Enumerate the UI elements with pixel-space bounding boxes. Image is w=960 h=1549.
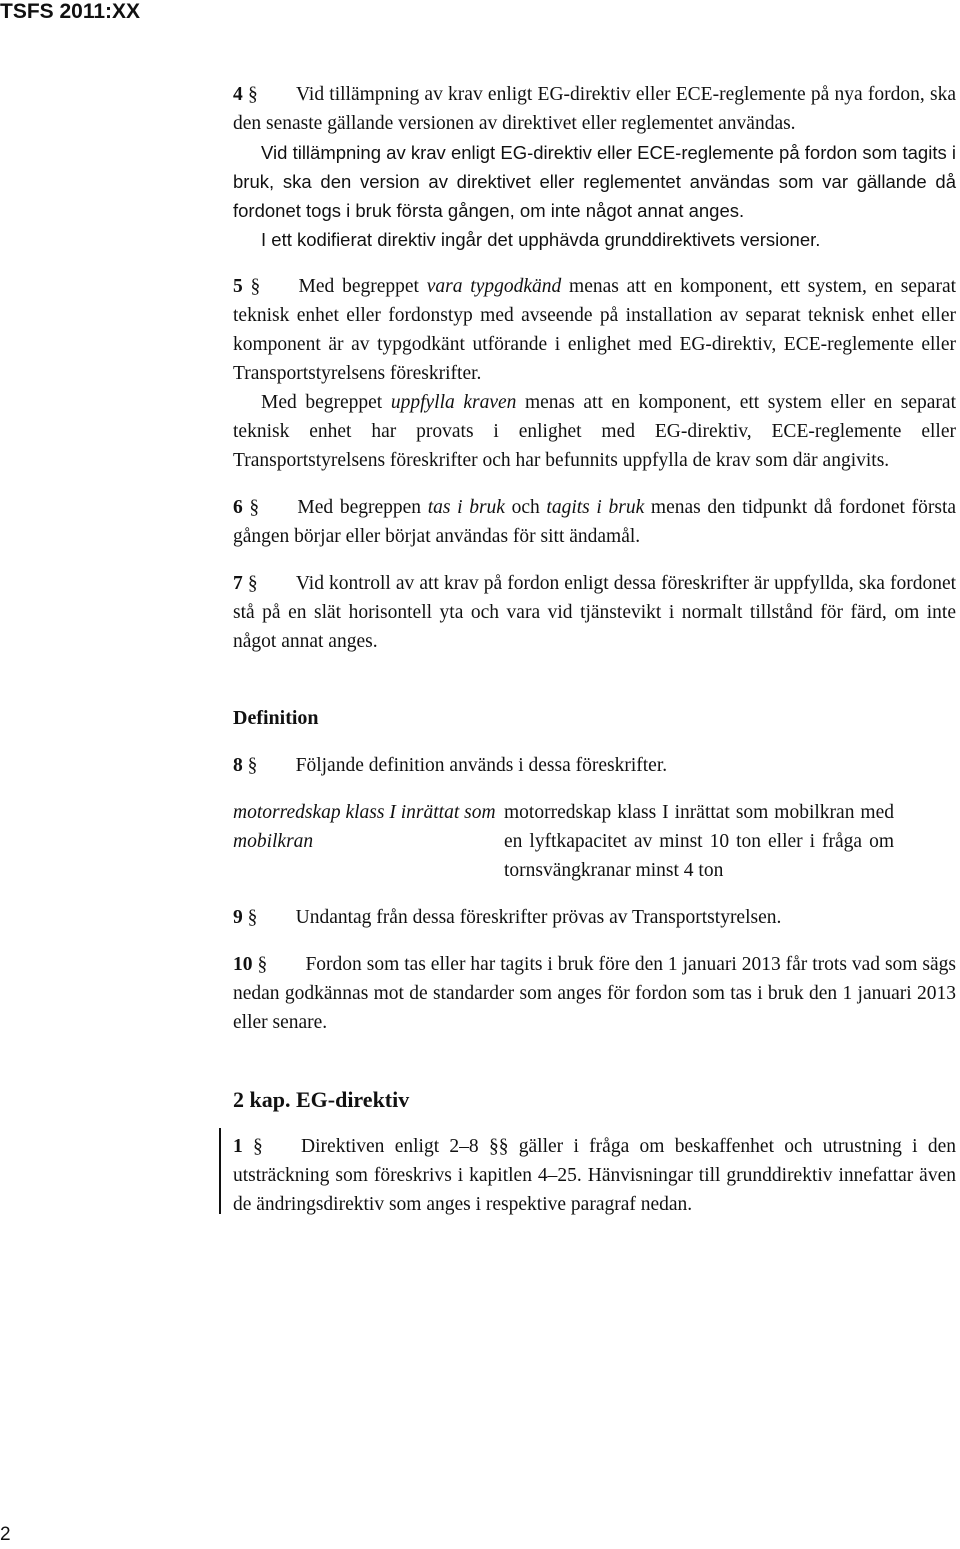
document-header: TSFS 2011:XX: [0, 0, 141, 23]
section-text: Undantag från dessa föreskrifter prövas av Transportstyrelsen.: [295, 907, 782, 928]
section-text: Med begreppen: [297, 497, 428, 518]
section-10: [233, 950, 956, 1037]
section-number: 1: [233, 1136, 243, 1157]
definition-term: motorredskap klass I inrättat som mobilkran: [233, 802, 496, 852]
section-symbol: §: [249, 497, 260, 518]
section-number: 7: [233, 573, 243, 594]
section-9: [233, 903, 956, 932]
change-bar: [219, 1128, 221, 1214]
section-text: Med begreppet: [298, 276, 427, 297]
section-text: Följande definition används i dessa föreskrifter.: [295, 755, 668, 776]
section-number: 6: [233, 497, 243, 518]
section-number: 9: [233, 907, 243, 928]
section-symbol: §: [247, 755, 258, 776]
definition-row: [233, 798, 956, 885]
chapter-heading: 2 kap. EG-direktiv: [233, 1087, 410, 1112]
section-6: [233, 493, 956, 551]
section-text: menas att en komponent, ett system eller en separat teknisk enhet har provats i enlighet med EG-direktiv, ECE-reglemente eller Transportstyrelsens föreskrifter och har befunnits uppfylla de krav som där angivits.: [233, 392, 957, 471]
defined-term: vara typgodkänd: [426, 276, 562, 297]
section-4-paragraph-1: [233, 80, 956, 138]
defined-term: tagits i bruk: [546, 497, 645, 518]
definition-heading: Definition: [233, 707, 319, 729]
section-text: Vid kontroll av att krav på fordon enligt dessa föreskrifter är uppfyllda, ska fordonet stå på en slät horisontell yta och vara vid tjänstevikt i normalt tillstånd för färd, om inte något annat anges.: [233, 573, 957, 652]
section-text: Direktiven enligt 2–8 §§ gäller i fråga om beskaffenhet och utrustning i den utsträckning som föreskrivs i kapitlen 4–25. Hänvisningar till grunddirektiv innefattar även de ändringsdirektiv som anges i respektive paragraf nedan.: [233, 1136, 956, 1215]
section-4-paragraph-3: I ett kodifierat direktiv ingår det upphävda grunddirektivets versioner.: [261, 229, 821, 250]
definition-description: motorredskap klass I inrättat som mobilkran med en lyftkapacitet av minst 10 ton eller i fråga om tornsvängkranar minst 4 ton: [504, 802, 894, 881]
page-number: 2: [0, 1524, 11, 1545]
section-4-paragraph-2: Vid tillämpning av krav enligt EG-direktiv eller ECE-reglemente på fordon som tagits i bruk, ska den version av direktivet eller reglementet användas som var gällande då fordonet togs i bruk första gången, om inte något annat anges.: [233, 142, 956, 221]
chapter-2-section-1: [233, 1132, 956, 1219]
section-symbol: §: [250, 276, 261, 297]
section-5-paragraph-1: [233, 272, 956, 388]
section-text: och: [504, 497, 547, 518]
defined-term: tas i bruk: [427, 497, 505, 518]
section-text: Vid tillämpning av krav enligt EG-direktiv eller ECE-reglemente på nya fordon, ska den senaste gällande versionen av direktivet eller reglementet användas.: [233, 84, 957, 134]
section-text: menas den tidpunkt då fordonet första gången börjar eller börjat användas för sitt ändamål.: [233, 497, 957, 547]
section-text: Fordon som tas eller har tagits i bruk före den 1 januari 2013 får trots vad som sägs nedan godkännas mot de standarder som anges för fordon som tas i bruk den 1 januari 2013 eller senare.: [233, 954, 956, 1033]
document-body: [233, 80, 956, 1219]
section-symbol: §: [253, 1136, 263, 1157]
section-number: 4: [233, 84, 243, 105]
defined-term: uppfylla kraven: [390, 392, 517, 413]
section-symbol: §: [247, 573, 258, 594]
section-number: 10: [233, 954, 253, 975]
section-text: menas att en komponent, ett system, en separat teknisk enhet eller fordonstyp med avseende på installation av separat teknisk enhet eller komponent är av typgodkänt utförande i enlighet med EG-direktiv, ECE-reglemente eller Transportstyrelsens föreskrifter.: [233, 276, 957, 384]
section-symbol: §: [247, 907, 258, 928]
section-8: [233, 751, 956, 780]
section-7: [233, 569, 956, 656]
section-5-paragraph-2: [233, 388, 956, 475]
section-number: 8: [233, 755, 243, 776]
section-symbol: §: [257, 954, 268, 975]
section-number: 5: [233, 276, 243, 297]
section-symbol: §: [247, 84, 258, 105]
section-text: Med begreppet: [261, 392, 391, 413]
